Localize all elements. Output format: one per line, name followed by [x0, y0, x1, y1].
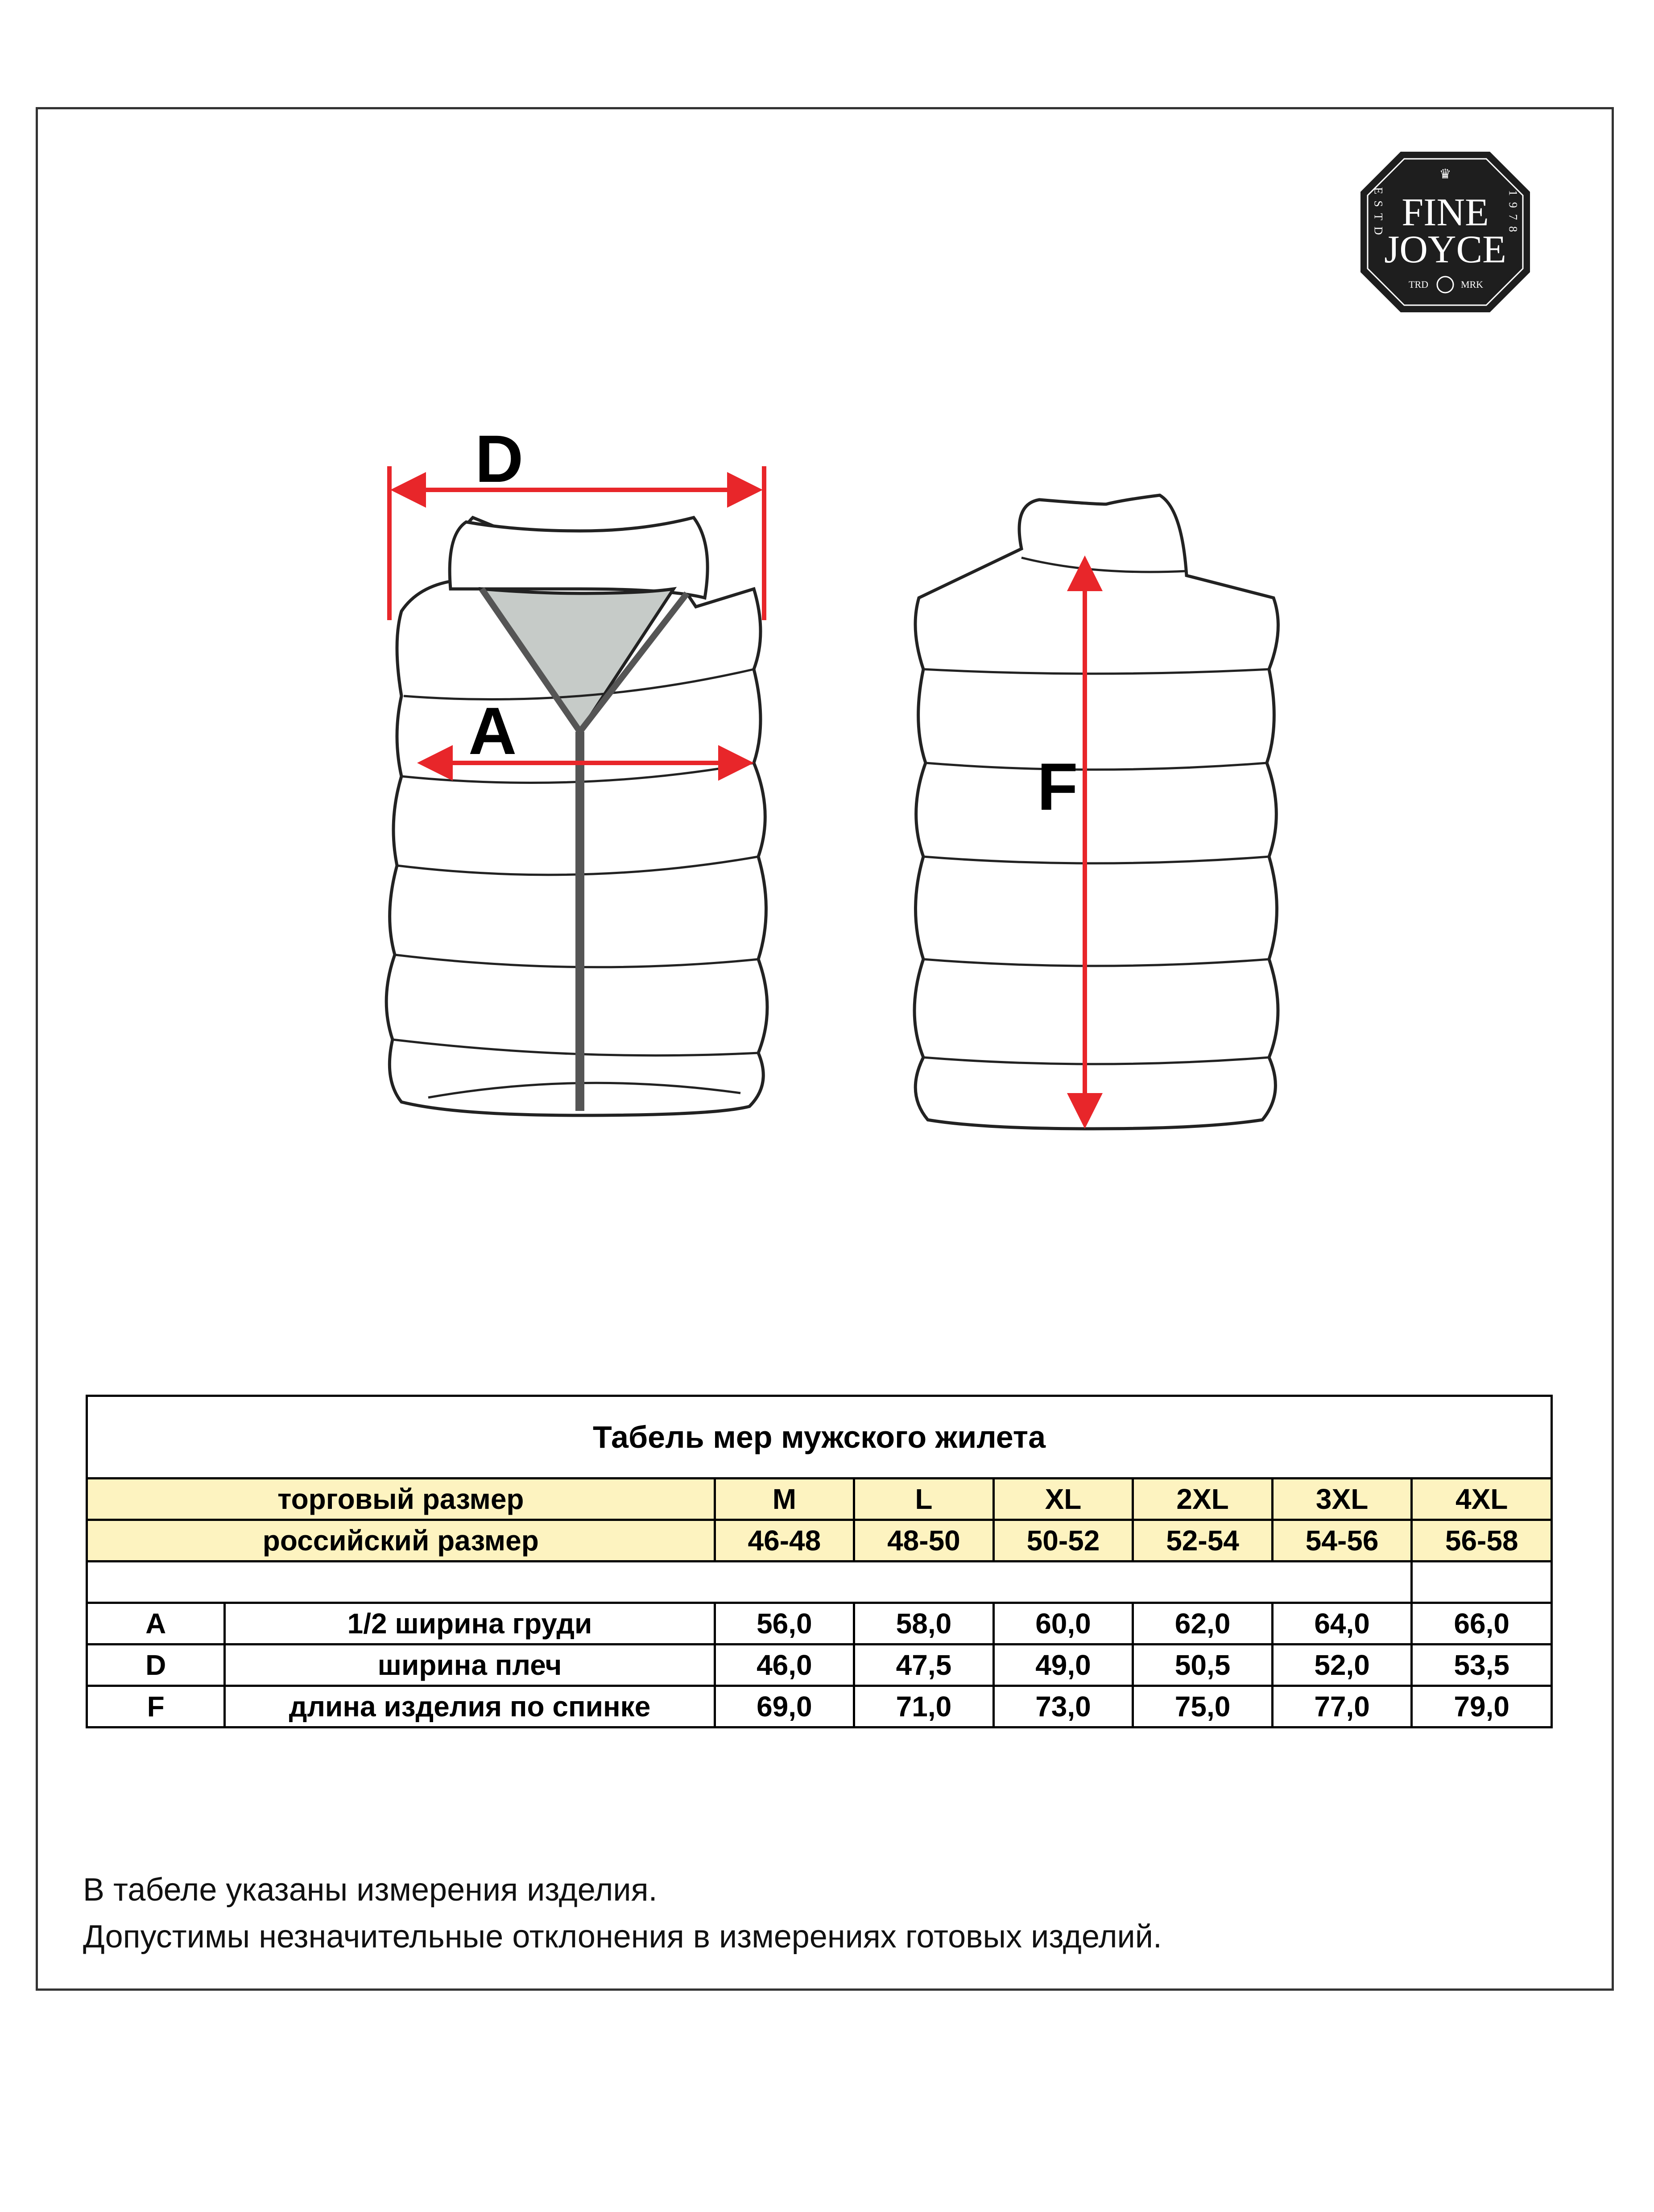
trade-size-label: торговый размер — [87, 1479, 715, 1520]
svg-text:ESTD: ESTD — [1372, 187, 1385, 241]
svg-text:TRD: TRD — [1409, 279, 1428, 290]
table-title-row — [87, 1396, 1552, 1479]
trade-size-cell: XL — [993, 1479, 1133, 1520]
measure-code: A — [87, 1603, 225, 1645]
vest-back — [914, 495, 1278, 1129]
russian-size-cell: 50-52 — [993, 1520, 1133, 1562]
vest-front — [386, 518, 767, 1115]
svg-text:MRK: MRK — [1460, 279, 1484, 290]
trade-size-cell: 3XL — [1272, 1479, 1412, 1520]
measure-code: D — [87, 1645, 225, 1686]
spacer-row — [87, 1562, 1552, 1603]
measure-value: 77,0 — [1272, 1686, 1412, 1727]
svg-text:JOYCE: JOYCE — [1384, 228, 1506, 271]
table-row — [87, 1645, 1552, 1686]
trade-size-cell: M — [715, 1479, 854, 1520]
measure-value: 49,0 — [993, 1645, 1133, 1686]
russian-size-cell: 56-58 — [1412, 1520, 1552, 1562]
trade-size-cell: L — [854, 1479, 994, 1520]
trade-size-row — [87, 1479, 1552, 1520]
russian-size-cell: 54-56 — [1272, 1520, 1412, 1562]
svg-text:FINE: FINE — [1402, 191, 1489, 234]
measure-value: 79,0 — [1412, 1686, 1552, 1727]
measure-value: 58,0 — [854, 1603, 994, 1645]
measure-value: 75,0 — [1133, 1686, 1273, 1727]
table-row — [87, 1603, 1552, 1645]
measure-code: F — [87, 1686, 225, 1727]
measure-value: 46,0 — [715, 1645, 854, 1686]
measure-name: ширина плеч — [225, 1645, 715, 1686]
russian-size-cell: 46-48 — [715, 1520, 854, 1562]
measure-value: 64,0 — [1272, 1603, 1412, 1645]
size-table — [86, 1395, 1553, 1728]
measure-value: 52,0 — [1272, 1645, 1412, 1686]
measure-name: 1/2 ширина груди — [225, 1603, 715, 1645]
russian-size-cell: 52-54 — [1133, 1520, 1273, 1562]
dimension-d-label: D — [475, 421, 524, 496]
measure-name: длина изделия по спинке — [225, 1686, 715, 1727]
measure-value: 53,5 — [1412, 1645, 1552, 1686]
spacer-cell — [1412, 1562, 1552, 1603]
trade-size-cell: 2XL — [1133, 1479, 1273, 1520]
svg-text:1978: 1978 — [1506, 190, 1520, 238]
russian-size-label: российский размер — [87, 1520, 715, 1562]
measure-value: 47,5 — [854, 1645, 994, 1686]
measure-value: 73,0 — [993, 1686, 1133, 1727]
measure-value: 56,0 — [715, 1603, 854, 1645]
note-line-2: Допустимы незначительные отклонения в измерениях готовых изделий. — [83, 1919, 1162, 1955]
measure-value: 60,0 — [993, 1603, 1133, 1645]
svg-text:♛: ♛ — [1439, 167, 1451, 182]
note-line-1: В табеле указаны измерения изделия. — [83, 1872, 657, 1908]
trade-size-cell: 4XL — [1412, 1479, 1552, 1520]
spacer-cell — [87, 1562, 1412, 1603]
table-row — [87, 1686, 1552, 1727]
dimension-f-label: F — [1037, 749, 1078, 824]
measure-value: 50,5 — [1133, 1645, 1273, 1686]
measure-value: 71,0 — [854, 1686, 994, 1727]
russian-size-cell: 48-50 — [854, 1520, 994, 1562]
dimension-a-label: A — [468, 693, 517, 768]
table-title: Табель мер мужского жилета — [87, 1396, 1552, 1479]
measure-value: 66,0 — [1412, 1603, 1552, 1645]
russian-size-row — [87, 1520, 1552, 1562]
measure-value: 62,0 — [1133, 1603, 1273, 1645]
measure-value: 69,0 — [715, 1686, 854, 1727]
